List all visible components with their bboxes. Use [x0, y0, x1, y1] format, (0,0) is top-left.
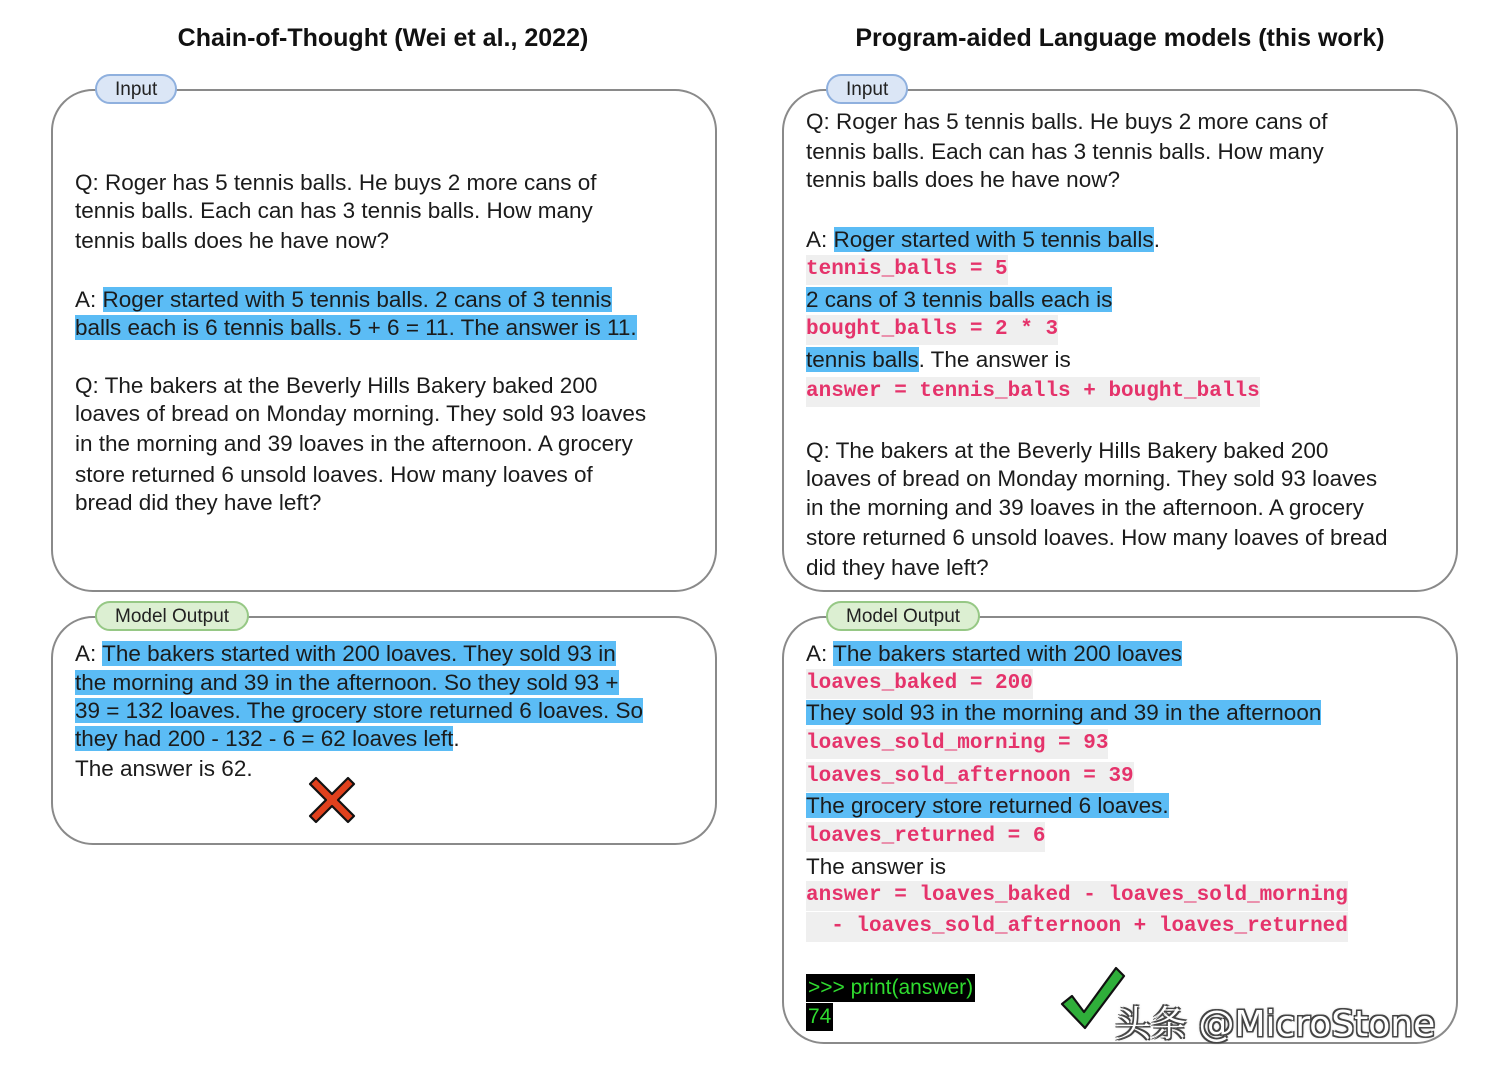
left-out-prefix: A:	[75, 641, 103, 666]
right-out-line1	[806, 640, 1182, 668]
right-a1-line3	[806, 286, 1112, 314]
right-q1-line1: Q: Roger has 5 tennis balls. He buys 2 more cans of	[806, 109, 1328, 134]
right-q1-line2: tennis balls. Each can has 3 tennis balls. How many	[806, 139, 1324, 164]
left-q2-line1: Q: The bakers at the Beverly Hills Bakery baked 200	[75, 373, 598, 398]
right-a1-highlight-1: Roger started with 5 tennis balls	[833, 227, 1154, 252]
right-a1-prefix: A:	[806, 227, 834, 252]
watermark: 头条 @MicroStone	[1115, 1004, 1436, 1045]
left-out-line2	[75, 669, 619, 697]
left-q2-line2: loaves of bread on Monday morning. They sold 93 loaves	[75, 401, 647, 426]
right-a1-highlight-2: 2 cans of 3 tennis balls each is	[806, 287, 1113, 312]
left-out-highlight-2: the morning and 39 in the afternoon. So they sold 93 +	[75, 670, 619, 695]
right-code-2: bought_balls = 2 * 3	[806, 315, 1058, 345]
right-out-highlight-2: They sold 93 in the morning and 39 in the afternoon	[806, 700, 1322, 725]
right-a1-line1	[806, 226, 1160, 254]
right-out-code-1: loaves_baked = 200	[806, 669, 1033, 699]
left-q1-line1: Q: Roger has 5 tennis balls. He buys 2 more cans of	[75, 170, 597, 195]
right-q2-line2: loaves of bread on Monday morning. They sold 93 loaves	[806, 466, 1378, 491]
terminal-command: >>> print(answer)	[806, 974, 975, 1002]
left-out-line3	[75, 697, 643, 725]
right-out-line3	[806, 699, 1321, 727]
right-title: Program-aided Language models (this work)	[855, 24, 1385, 52]
left-q1-line2: tennis balls. Each can has 3 tennis balls. How many	[75, 198, 593, 223]
right-code-1: tennis_balls = 5	[806, 255, 1008, 285]
left-out-highlight-4: they had 200 - 132 - 6 = 62 loaves left	[75, 726, 454, 751]
right-a1-highlight-3: tennis balls	[806, 347, 919, 372]
left-a1-prefix: A:	[75, 287, 103, 312]
right-out-answer: The answer is	[806, 854, 947, 879]
left-out-highlight-1: The bakers started with 200 loaves. They sold 93 in	[102, 641, 616, 666]
left-out-line1	[75, 640, 616, 668]
left-q1-line3: tennis balls does he have now?	[75, 228, 389, 253]
right-out-code-4: loaves_returned = 6	[806, 822, 1045, 852]
right-out-code-3: loaves_sold_afternoon = 39	[806, 762, 1134, 792]
right-a1-tail: .	[1153, 227, 1160, 252]
left-output-label: Model Output	[95, 601, 249, 631]
right-out-prefix: A:	[806, 641, 834, 666]
left-q2-line4: store returned 6 unsold loaves. How many loaves of	[75, 462, 593, 487]
left-out-tail: .	[453, 726, 460, 751]
left-q2-line5: bread did they have left?	[75, 490, 322, 515]
left-q2-line3: in the morning and 39 loaves in the afternoon. A grocery	[75, 431, 633, 456]
left-out-answer: The answer is 62.	[75, 756, 253, 781]
right-q1-line3: tennis balls does he have now?	[806, 167, 1120, 192]
left-out-highlight-3: 39 = 132 loaves. The grocery store returned 6 loaves. So	[75, 698, 644, 723]
left-a1-highlight-2: balls each is 6 tennis balls. 5 + 6 = 11. The answer is 11.	[75, 315, 637, 340]
right-out-highlight-1: The bakers started with 200 loaves	[833, 641, 1183, 666]
right-out-highlight-3: The grocery store returned 6 loaves.	[806, 793, 1169, 818]
left-input-label: Input	[95, 74, 177, 104]
right-input-label: Input	[826, 74, 908, 104]
right-q2-line4: store returned 6 unsold loaves. How many loaves of bread	[806, 525, 1388, 550]
right-code-3: answer = tennis_balls + bought_balls	[806, 377, 1260, 407]
right-q2-line1: Q: The bakers at the Beverly Hills Bakery baked 200	[806, 438, 1329, 463]
right-q2-line3: in the morning and 39 loaves in the afternoon. A grocery	[806, 495, 1364, 520]
left-a1-line2	[75, 314, 637, 342]
left-title: Chain-of-Thought (Wei et al., 2022)	[177, 24, 589, 52]
left-a1-line1	[75, 286, 612, 314]
right-a1-tail-3: . The answer is	[918, 347, 1071, 372]
right-out-code-5a: answer = loaves_baked - loaves_sold_morning	[806, 881, 1348, 911]
right-output-label: Model Output	[826, 601, 980, 631]
terminal-result: 74	[806, 1003, 833, 1031]
right-a1-line5	[806, 346, 1071, 374]
cross-icon	[304, 772, 360, 828]
right-out-code-2: loaves_sold_morning = 93	[806, 729, 1108, 759]
left-a1-highlight-1: Roger started with 5 tennis balls. 2 cans of 3 tennis	[102, 287, 612, 312]
right-q2-line5: did they have left?	[806, 555, 989, 580]
left-out-line4	[75, 725, 460, 753]
right-out-line6	[806, 792, 1169, 820]
right-out-code-5b: - loaves_sold_afternoon + loaves_returned	[806, 912, 1348, 942]
